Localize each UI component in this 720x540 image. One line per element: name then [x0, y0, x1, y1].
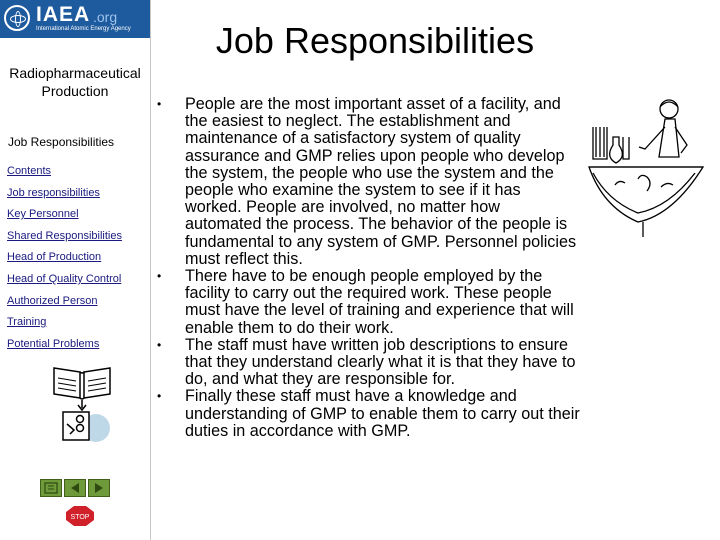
lab-worker-illustration [583, 97, 709, 242]
page-title: Job Responsibilities [215, 20, 535, 61]
logo-name: IAEA [36, 3, 91, 26]
sidebar-link-training[interactable]: Training [7, 316, 47, 329]
next-icon[interactable] [88, 479, 110, 497]
book-icon [50, 362, 114, 442]
slide-navigation [40, 479, 112, 497]
bullet-text: There have to be enough people employed by the facility to carry out the required work. These people must have the level of training and experience that will enable them to do their work. [185, 267, 574, 337]
atom-icon [4, 5, 30, 31]
logo-suffix: .org [93, 9, 118, 25]
bullet-dot: • [157, 389, 162, 404]
iaea-logo [0, 0, 150, 38]
bullet-text: Finally these staff must have a knowledge and understanding of GMP to enable them to carry out their duties in accordance with GMP. [185, 387, 580, 440]
bullet-dot: • [157, 337, 162, 352]
list-item [155, 268, 580, 337]
stop-icon[interactable] [66, 506, 94, 526]
bullet-dot: • [157, 97, 162, 111]
sidebar-link-key-personnel[interactable]: Key Personnel [7, 208, 79, 221]
sidebar-link-job-responsibilities[interactable]: Job responsibilities [7, 186, 100, 199]
sidebar-link-authorized-person[interactable]: Authorized Person [7, 294, 98, 307]
home-icon[interactable] [40, 479, 62, 497]
bullet-text: People are the most important asset of a facility, and the easiest to neglect. The establishment and maintenance of a satisfactory system of quality assurance and GMP relies upon people who develop the system, the people who use the system and the people who examine the system to see if it has worked. People are involved, no matter how automated the process. The behavior of the people is fundamental to any system of GMP. Personnel policies must reflect this. [185, 95, 577, 268]
stop-label: STOP [70, 514, 90, 521]
sidebar-link-contents[interactable]: Contents [7, 165, 52, 177]
logo-tagline: International Atomic Energy Agency [36, 26, 131, 32]
sidebar-link-potential-problems[interactable]: Potential Problems [7, 337, 100, 350]
sidebar-title: Radiopharmaceutical Production [9, 65, 141, 99]
list-item [155, 388, 580, 440]
list-item [155, 337, 580, 389]
sidebar-divider [150, 0, 151, 540]
bullet-text: The staff must have written job descriptions to ensure that they understand clearly what it is that they have to do, and what they are responsible for. [185, 335, 576, 389]
sidebar-nav [0, 162, 150, 356]
bullet-list [155, 96, 580, 440]
sidebar-link-head-of-quality-control[interactable]: Head of Quality Control [7, 272, 122, 285]
previous-icon[interactable] [64, 479, 86, 497]
list-item [155, 96, 580, 268]
bullet-dot: • [157, 269, 162, 284]
sidebar-link-head-of-production[interactable]: Head of Production [7, 251, 102, 264]
sidebar-link-shared-responsibilities[interactable]: Shared Responsibilities [7, 229, 122, 242]
sidebar-heading: Job Responsibilities [8, 135, 115, 149]
